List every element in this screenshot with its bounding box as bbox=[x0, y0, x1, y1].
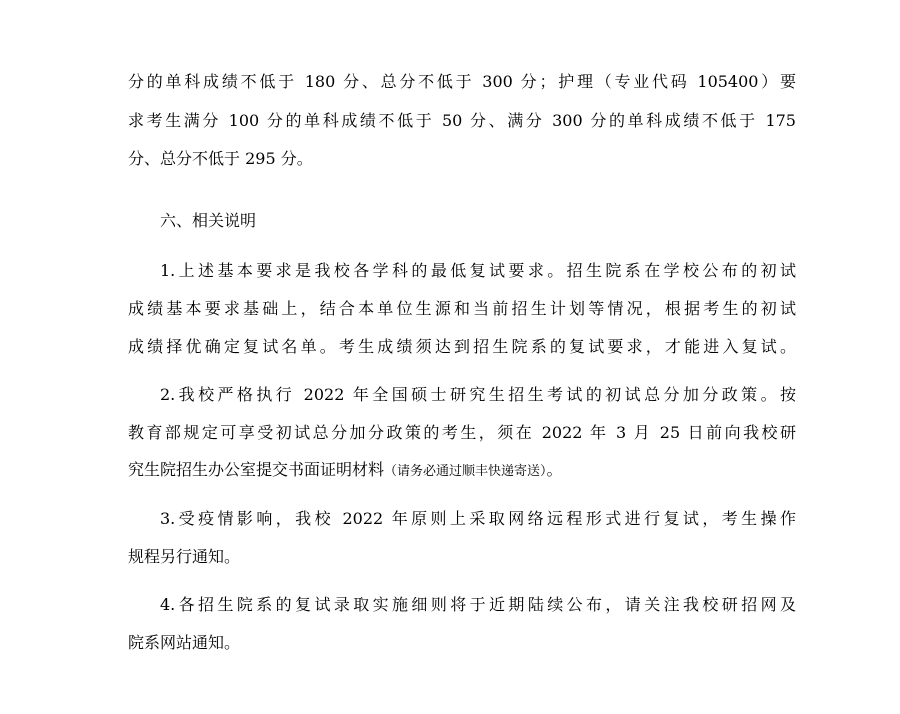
section-heading: 六、相关说明 bbox=[160, 211, 257, 230]
item-3-line-2: 规程另行通知。 bbox=[128, 547, 241, 566]
item-2-line-2: 教育部规定可享受初试总分加分政策的考生，须在 2022 年 3 月 25 日前向我校研 bbox=[128, 423, 796, 442]
item-4-line-2: 院系网站通知。 bbox=[128, 633, 241, 652]
item-2-line-3-end: 。 bbox=[546, 460, 563, 479]
item-4-line-1: 4.各招生院系的复试录取实施细则将于近期陆续公布，请关注我校研招网及 bbox=[160, 595, 796, 614]
item-2-line-3 bbox=[128, 458, 796, 484]
item-1-line-2: 成绩基本要求基础上，结合本单位生源和当前招生计划等情况，根据考生的初试 bbox=[128, 299, 796, 318]
item-2-line-1: 2.我校严格执行 2022 年全国硕士研究生招生考试的初试总分加分政策。按 bbox=[160, 385, 796, 404]
item-3-line-1: 3.受疫情影响，我校 2022 年原则上采取网络远程形式进行复试，考生操作 bbox=[160, 509, 796, 528]
item-2-line-3-text: 究生院招生办公室提交书面证明材料 bbox=[128, 460, 385, 479]
item-1-line-1: 1.上述基本要求是我校各学科的最低复试要求。招生院系在学校公布的初试 bbox=[160, 261, 796, 280]
intro-line-2: 求考生满分 100 分的单科成绩不低于 50 分、满分 300 分的单科成绩不低于 175 bbox=[128, 111, 796, 130]
courier-note: （请务必通过顺丰快递寄送） bbox=[384, 464, 547, 479]
intro-line-3: 分、总分不低于 295 分。 bbox=[128, 149, 313, 168]
item-1-line-3: 成绩择优确定复试名单。考生成绩须达到招生院系的复试要求，才能进入复试。 bbox=[128, 337, 796, 356]
intro-line-1: 分的单科成绩不低于 180 分、总分不低于 300 分；护理（专业代码 105400）要 bbox=[128, 72, 796, 91]
